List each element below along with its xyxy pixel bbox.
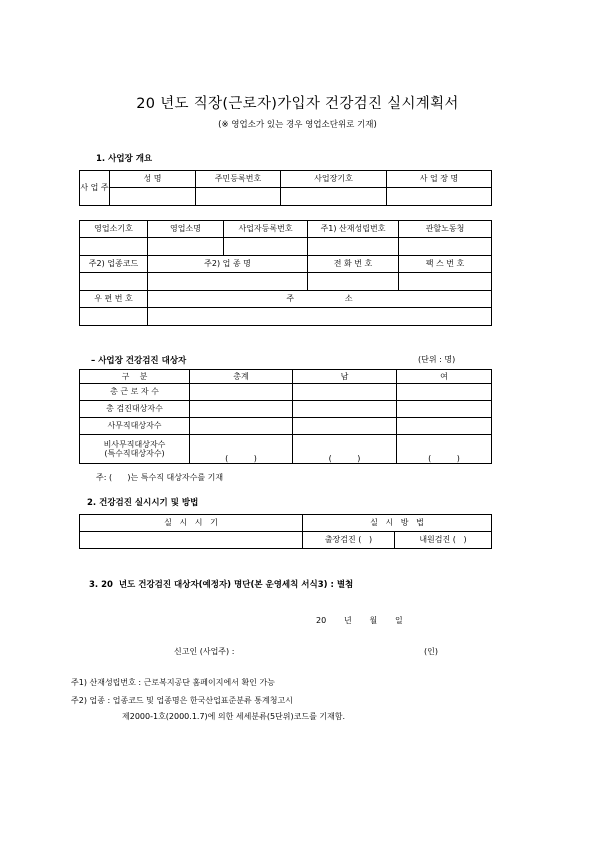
- cell-input[interactable]: [293, 418, 397, 435]
- onsite-exam-option[interactable]: 출장검진 ( ): [303, 532, 395, 549]
- postal-code-header: 우 편 번 호: [80, 291, 148, 308]
- employer-name-field[interactable]: [110, 188, 196, 206]
- business-reg-field[interactable]: [224, 238, 308, 256]
- seal-label: (인): [424, 647, 438, 656]
- branch-name-field[interactable]: [148, 238, 224, 256]
- targets-heading: – 사업장 건강검진 대상자: [91, 356, 187, 366]
- branch-table: [79, 220, 492, 326]
- applicant-label: 신고인 (사업주) :: [174, 647, 235, 656]
- industrial-accident-header: 주1) 산재성립번호: [308, 221, 399, 238]
- footnote-1: 주1) 산재성립번호 : 근로복지공단 홈페이지에서 확인 가능: [71, 678, 275, 687]
- business-reg-header: 사업자등록번호: [224, 221, 308, 238]
- branch-name-header: 영업소명: [148, 221, 224, 238]
- total-exam-targets-label: 총 검진대상자수: [80, 401, 190, 418]
- employer-side-label: 사 업 주: [80, 171, 110, 206]
- branch-code-header: 영업소기호: [80, 221, 148, 238]
- special-male-cell[interactable]: ( ): [293, 435, 397, 464]
- address-field[interactable]: [148, 308, 492, 326]
- date-line: 20 년 월 일: [316, 616, 403, 625]
- employer-name-header: 성 명: [110, 171, 196, 188]
- industry-name-header: 주2) 업 종 명: [148, 256, 308, 273]
- cell-input[interactable]: [293, 384, 397, 401]
- page-title: 20 년도 직장(근로자)가입자 건강검진 실시계획서: [136, 96, 459, 112]
- male-header: 남: [293, 370, 397, 384]
- total-header: 총계: [190, 370, 293, 384]
- workplace-name-field[interactable]: [387, 188, 492, 206]
- postal-code-field[interactable]: [80, 308, 148, 326]
- visit-exam-option[interactable]: 내원검진 ( ): [395, 532, 492, 549]
- schedule-table: [79, 514, 492, 549]
- industry-code-field[interactable]: [80, 273, 148, 291]
- labor-office-field[interactable]: [399, 238, 492, 256]
- fax-field[interactable]: [399, 273, 492, 291]
- industry-name-field[interactable]: [148, 273, 308, 291]
- cell-input[interactable]: [190, 384, 293, 401]
- section1-heading: 1. 사업장 개요: [96, 154, 153, 164]
- cell-input[interactable]: [190, 401, 293, 418]
- special-female-cell[interactable]: ( ): [397, 435, 492, 464]
- schedule-method-header: 실 시 방 법: [303, 515, 492, 532]
- employer-table: [79, 170, 492, 206]
- phone-field[interactable]: [308, 273, 399, 291]
- special-worker-label: (특수직대상자수): [104, 449, 165, 458]
- cell-input[interactable]: [397, 401, 492, 418]
- phone-header: 전 화 번 호: [308, 256, 399, 273]
- workplace-code-header: 사업장기호: [281, 171, 387, 188]
- resident-number-field[interactable]: [196, 188, 281, 206]
- section2-heading: 2. 건강검진 실시시기 및 방법: [87, 498, 199, 508]
- cell-input[interactable]: [397, 418, 492, 435]
- fax-header: 팩 스 번 호: [399, 256, 492, 273]
- labor-office-header: 관할노동청: [399, 221, 492, 238]
- category-header: 구 분: [80, 370, 190, 384]
- page-subtitle: (※ 영업소가 있는 경우 영업소단위로 기재): [218, 120, 377, 130]
- targets-note: 주: ( )는 특수직 대상자수를 기재: [96, 473, 224, 482]
- cell-input[interactable]: [397, 384, 492, 401]
- industry-code-header: 주2) 업종코드: [80, 256, 148, 273]
- industrial-accident-field[interactable]: [308, 238, 399, 256]
- targets-table: [79, 369, 492, 464]
- workplace-code-field[interactable]: [281, 188, 387, 206]
- non-office-targets-label: [80, 435, 190, 464]
- footnote-2: 주2) 업종 : 업종코드 및 업종명은 한국산업표준분류 통계청고시: [71, 696, 293, 705]
- targets-unit: (단위 : 명): [418, 355, 456, 364]
- address-header: 주 소: [148, 291, 492, 308]
- cell-input[interactable]: [293, 401, 397, 418]
- schedule-time-header: 실 시 시 기: [80, 515, 303, 532]
- schedule-time-field[interactable]: [80, 532, 303, 549]
- branch-code-field[interactable]: [80, 238, 148, 256]
- footnote-2-cont: 제2000-1호(2000.1.7)에 의한 세세분류(5단위)코드를 기재함.: [122, 712, 346, 721]
- cell-input[interactable]: [190, 418, 293, 435]
- total-workers-label: 총 근 로 자 수: [80, 384, 190, 401]
- workplace-name-header: 사 업 장 명: [387, 171, 492, 188]
- resident-number-header: 주민등록번호: [196, 171, 281, 188]
- non-office-label-main: 비사무직대상자수: [103, 439, 166, 449]
- female-header: 여: [397, 370, 492, 384]
- office-worker-targets-label: 사무직대상자수: [80, 418, 190, 435]
- special-total-cell[interactable]: ( ): [190, 435, 293, 464]
- section3-heading: 3. 20 년도 건강검진 대상자(예정자) 명단(본 운영세칙 서식3) : 별첨: [89, 580, 354, 590]
